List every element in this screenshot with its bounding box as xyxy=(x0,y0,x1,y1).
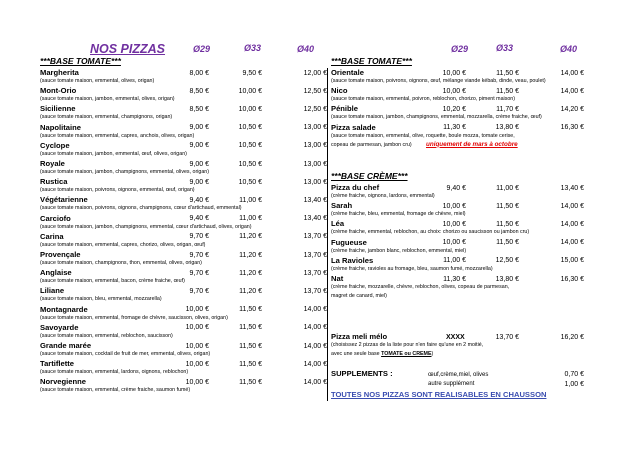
price-40: 13,00 € xyxy=(303,142,327,150)
pizza-description: (sauce tomate maison, emmental, champignons, origan) xyxy=(40,114,173,121)
pizza-description: (sauce tomate maison, emmental, fromage de chèvre, saucisson, olives, origan) xyxy=(40,314,228,321)
pizza-name: Liliane xyxy=(40,286,65,296)
pizza-name: Pénible xyxy=(331,104,359,114)
pizza-description: (crème fraiche, ravioles au fromage, bleu, saumon fumé, mozzarella) xyxy=(331,265,493,272)
price-33: 11,00 € xyxy=(239,196,262,204)
price-33: 10,00 € xyxy=(238,87,262,95)
supplement-other-desc: autre supplément xyxy=(428,381,475,387)
seasonal-note: uniquement de mars à octobre xyxy=(426,140,518,148)
pizza-description: (sauce tomate maison, emmental, poivron, reblochon, chorizo, piment maison) xyxy=(331,96,516,103)
price-40: 14,00 € xyxy=(560,69,584,77)
price-33: 13,80 € xyxy=(495,124,519,132)
supplement-other-price: 1,00 € xyxy=(564,380,584,388)
price-40: 13,70 € xyxy=(303,287,327,295)
price-33: 10,50 € xyxy=(238,124,262,132)
supplement-item-price: 0,70 € xyxy=(564,370,584,378)
pizza-description: (sauce tomate maison, jambon, champignons, emmental, mozzarella, crème fraiche, œuf) xyxy=(331,114,542,121)
price-33: 9,50 € xyxy=(242,69,262,77)
price-33: 11,50 € xyxy=(496,69,519,77)
price-29: 10,00 € xyxy=(442,202,466,210)
price-33: 10,50 € xyxy=(238,142,262,150)
pizza-description: (sauce tomate maison, champignons, thon, emmental, olives, origan) xyxy=(40,260,202,266)
pizza-name: Royale xyxy=(40,159,65,168)
price-29: 9,70 € xyxy=(189,233,209,241)
price-40: 13,70 € xyxy=(303,233,327,241)
price-40: 12,00 € xyxy=(303,69,327,77)
price-40: 13,70 € xyxy=(303,251,327,259)
page-title: NOS PIZZAS xyxy=(90,42,166,56)
price-40: 14,00 € xyxy=(303,342,327,350)
pizza-description: (sauce tomate maison, jambon, emmental, œuf, olives, origan) xyxy=(40,150,187,157)
pizza-name-meli: Pizza meli mélo xyxy=(331,332,388,341)
price-33: 10,00 € xyxy=(238,105,262,113)
section-title-right-creme: ***BASE CRÈME*** xyxy=(331,171,408,181)
price-29: 11,00 € xyxy=(443,257,466,265)
pizza-description: (sauce tomate maison, poivrons, oignons, œuf, mélange viande kébab, dinde, veau, poulet) xyxy=(331,78,546,84)
price-40: 13,00 € xyxy=(303,178,327,186)
pizza-name: Pizza salade xyxy=(331,122,376,132)
pizza-name: Anglaise xyxy=(40,268,72,278)
pizza-description: (crème fraiche, emmental, reblochon, au choix: chorizo ou saucisson ou jambon cru) xyxy=(331,229,530,236)
price-29: 9,00 € xyxy=(189,124,209,132)
supplement-item-desc: œuf,crème,miel, olives xyxy=(428,371,489,378)
price-40: 13,40 € xyxy=(560,184,584,192)
pizza-name: Fugueuse xyxy=(331,237,367,247)
pizza-name: Tartiflette xyxy=(40,359,75,369)
pizza-description: (sauce tomate maison, emmental, capres, chorizo, olives, origan, œuf) xyxy=(40,241,206,248)
price-40: 14,20 € xyxy=(560,105,584,113)
price-40: 15,00 € xyxy=(560,257,584,265)
price-29: 8,00 € xyxy=(189,69,209,77)
pizza-name: Carina xyxy=(40,231,64,241)
price-33: 11,50 € xyxy=(239,342,262,350)
pizza-description: (crème fraiche, mozzarelle, chèvre, reblochon, olives, copeau de parmesan, xyxy=(331,284,510,290)
pizza-description: (sauce tomate maison, emmental, capres, anchois, olives, origan) xyxy=(40,132,195,139)
price-29: 9,70 € xyxy=(189,287,209,295)
price-40: 13,40 € xyxy=(303,196,327,204)
column-divider xyxy=(327,68,328,401)
price-33: 11,00 € xyxy=(239,215,262,223)
pizza-name: Rustica xyxy=(40,177,68,187)
price-29: 9,40 € xyxy=(189,215,209,223)
supplements-label: SUPPLEMENTS : xyxy=(331,369,393,378)
pizza-description: (sauce tomate maison, jambon, champignons, emmental, olives, origan) xyxy=(40,169,209,175)
pizza-description: (sauce tomate maison, poivrons, oignons, champignons, cœur d'artichaud, emmental) xyxy=(40,205,242,212)
pizza-description: (sauce tomate maison, emmental, olive, roquette, boule mozza, tomate cerise, xyxy=(331,132,515,139)
pizza-name: Nat xyxy=(331,274,344,283)
pizza-description: (sauce tomate maison, emmental, lardons, oignons, reblochon) xyxy=(40,369,189,376)
price-40: 12,50 € xyxy=(303,87,327,95)
price-29: 9,70 € xyxy=(189,269,209,277)
pizza-description: (sauce tomate maison, poivrons, oignons, emmental, œuf, origan) xyxy=(40,187,195,194)
pizza-name: Sarah xyxy=(331,201,353,211)
price-29: 10,00 € xyxy=(185,324,209,332)
meli-price-33: 13,70 € xyxy=(495,333,519,341)
price-40: 13,00 € xyxy=(303,124,327,132)
price-29: 9,00 € xyxy=(189,142,209,150)
price-40: 14,00 € xyxy=(560,202,584,210)
price-40: 14,00 € xyxy=(560,87,584,95)
price-29: 9,00 € xyxy=(189,178,209,186)
pizza-description-cont: magret de canard, miel) xyxy=(331,293,387,299)
price-33: 11,70 € xyxy=(496,105,519,113)
price-29: 10,00 € xyxy=(185,342,209,350)
section-title-right-tomate: ***BASE TOMATE*** xyxy=(331,56,412,66)
price-40: 13,00 € xyxy=(303,160,327,168)
price-33: 11,50 € xyxy=(496,239,519,247)
price-33: 11,50 € xyxy=(239,324,262,332)
meli-base-close: ) xyxy=(431,351,434,357)
pizza-description: (sauce tomate maison, cocktail de fruit de mer, emmental, olives, origan) xyxy=(40,351,211,357)
price-40: 13,40 € xyxy=(303,215,327,223)
price-29: 11,30 € xyxy=(443,275,466,283)
pizza-description: (sauce tomate maison, jambon, champignons, emmental, cœur d'artichaud, olives, origan) xyxy=(40,223,252,230)
pizza-name: Napolitaine xyxy=(40,122,81,132)
price-29: 10,00 € xyxy=(442,87,466,95)
price-33: 11,50 € xyxy=(239,378,262,386)
price-40: 12,50 € xyxy=(303,105,327,113)
price-33: 11,50 € xyxy=(496,220,519,228)
price-29: 10,20 € xyxy=(442,105,466,113)
price-40: 14,00 € xyxy=(560,220,584,228)
price-29: 10,00 € xyxy=(185,360,209,368)
price-29: 10,00 € xyxy=(185,378,209,386)
price-40: 16,30 € xyxy=(560,275,584,283)
pizza-name: Mont-Orio xyxy=(40,86,77,96)
price-33: 11,20 € xyxy=(239,269,262,277)
price-29: 8,50 € xyxy=(189,87,209,95)
meli-base-text: avec une seule base xyxy=(331,351,380,357)
price-40: 14,00 € xyxy=(303,324,327,332)
price-29: 9,70 € xyxy=(189,251,209,259)
size-header-33-right: Ø33 xyxy=(496,43,514,53)
section-title-left-tomate: ***BASE TOMATE*** xyxy=(40,56,121,66)
price-40: 13,70 € xyxy=(303,269,327,277)
pizza-name: Grande marée xyxy=(40,341,92,350)
price-33: 11,50 € xyxy=(239,306,262,314)
price-33: 10,50 € xyxy=(238,160,262,168)
pizza-name: Nico xyxy=(331,86,348,96)
price-29: 10,00 € xyxy=(185,306,209,314)
pizza-name: Végétarienne xyxy=(40,195,88,205)
price-29: 8,50 € xyxy=(189,105,209,113)
size-header-40-right: Ø40 xyxy=(560,44,578,54)
pizza-name: Savoyarde xyxy=(40,322,79,332)
pizza-name: Provençale xyxy=(40,250,81,259)
pizza-name: Cyclope xyxy=(40,140,70,150)
price-33: 11,20 € xyxy=(239,233,262,241)
pizza-description: (sauce tomate maison, emmental, bacon, crème fraiche, œuf) xyxy=(40,278,185,285)
pizza-name: Carciofo xyxy=(40,213,71,223)
price-29: 9,00 € xyxy=(189,160,209,168)
price-33: 11,00 € xyxy=(496,184,519,192)
price-29: 10,00 € xyxy=(442,239,466,247)
price-40: 14,00 € xyxy=(303,360,327,368)
price-29: 10,00 € xyxy=(442,69,466,77)
price-33: 11,50 € xyxy=(239,360,262,368)
price-40: 14,00 € xyxy=(560,239,584,247)
pizza-name: Léa xyxy=(331,219,345,229)
pizza-description-cont: copeau de parmesan, jambon cru) xyxy=(331,141,412,148)
price-33: 13,80 € xyxy=(495,275,519,283)
pizza-name: Norvegienne xyxy=(40,377,86,387)
price-33: 12,50 € xyxy=(495,257,519,265)
pizza-name: Montagnarde xyxy=(40,304,88,314)
pizza-description: (sauce tomate maison, emmental, olives, origan) xyxy=(40,78,155,84)
pizza-name: Pizza du chef xyxy=(331,183,380,192)
pizza-description: (crème fraiche, jambon blanc, reblochon, emmental, miel) xyxy=(331,247,467,254)
meli-description: (choisissez 2 pizzas de la liste pour n'en faire qu'une en 2 moitié, xyxy=(331,342,484,348)
pizza-description: (sauce tomate maison, bleu, emmental, mozzarella) xyxy=(40,296,162,303)
size-header-29-right: Ø29 xyxy=(451,44,469,54)
pizza-name: Margherita xyxy=(40,68,79,77)
price-33: 11,50 € xyxy=(496,202,519,210)
pizza-description: (crème fraiche, bleu, emmental, fromage de chèvre, miel) xyxy=(331,211,466,218)
meli-base-choice: TOMATE ou CREME xyxy=(381,351,432,357)
meli-price-40: 16,20 € xyxy=(560,333,584,341)
meli-description-base xyxy=(331,352,433,357)
price-40: 16,30 € xyxy=(560,124,584,132)
size-header-40-left: Ø40 xyxy=(297,44,315,54)
price-33: 11,20 € xyxy=(239,287,262,295)
price-29: 10,00 € xyxy=(442,220,466,228)
meli-xxxx: XXXX xyxy=(446,333,465,341)
pizza-name: Sicilienne xyxy=(40,104,76,114)
pizza-name: Orientale xyxy=(331,68,364,77)
price-33: 11,50 € xyxy=(496,87,519,95)
price-29: 9,40 € xyxy=(189,196,209,204)
pizza-description: (sauce tomate maison, emmental, crème fraiche, saumon fumé) xyxy=(40,387,191,394)
price-33: 11,20 € xyxy=(239,251,262,259)
price-29: 9,40 € xyxy=(446,184,466,192)
size-header-33-left: Ø33 xyxy=(244,43,262,53)
price-29: 11,30 € xyxy=(443,124,466,132)
size-header-29-left: Ø29 xyxy=(193,44,211,54)
price-40: 14,00 € xyxy=(303,306,327,314)
pizza-description: (sauce tomate maison, emmental, reblochon, saucisson) xyxy=(40,332,173,339)
price-33: 10,50 € xyxy=(238,178,262,186)
pizza-name: La Ravioles xyxy=(331,255,374,265)
footer-note: TOUTES NOS PIZZAS SONT REALISABLES EN CHAUSSON xyxy=(331,390,547,399)
pizza-description: (sauce tomate maison, jambon, emmental, olives, origan) xyxy=(40,96,175,103)
pizza-description: (crème fraiche, oignons, lardons, emmental) xyxy=(331,193,435,199)
price-40: 14,00 € xyxy=(303,378,327,386)
